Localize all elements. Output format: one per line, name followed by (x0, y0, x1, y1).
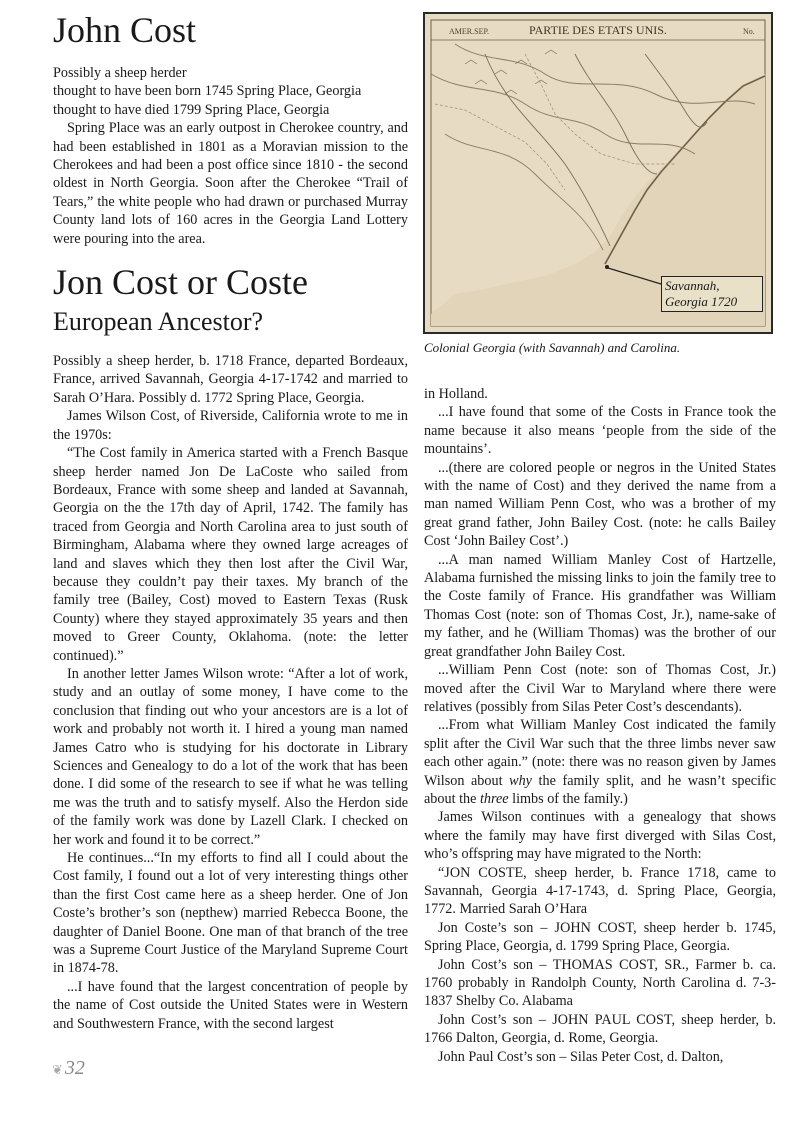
savannah-label-line1: Savannah, (665, 278, 720, 293)
bio-line: thought to have been born 1745 Spring Place, Georgia (53, 83, 362, 100)
body-paragraph: He continues...“In my efforts to find all I could about the Cost family, I found out a lot of very interesting things other than the first Cost came here as a sheep herder. One of Jon Coste’s brother’s son (nepthew) married Rebecca Boone, the daughter of Daniel Boone. One man of that branch of the tree was a Supreme Court Justice of the Maryland Supreme Court in 1874-78. (53, 850, 408, 977)
savannah-label-line2: Georgia 1720 (665, 294, 738, 309)
body-paragraph: “The Cost family in America started with a French Basque sheep herder named Jon De LaCoste who sailed from Bordeaux, France with some sheep and landed at Savannah, Georgia on the the 17th day of April, 1742. The family has traced from Georgia and North Carolina area to just south of Birmingham, Alabama where they owned large acreages of land and slaves which they then lost after the Civil War, because they couldn’t pay their taxes. My branch of the family tree (Bailey, Cost) moved to Eastern Texas (Rusk County) where they stayed approximately 35 years and then moved to Greer County, Oklahoma. (note: the letter continued).” (53, 445, 408, 664)
section-subheading: European Ancestor? (53, 307, 264, 337)
emphasis-three: three (479, 790, 509, 807)
page-number-value: 32 (64, 1057, 85, 1079)
genealogy-entry: Jon Coste’s son – JOHN COST, sheep herder b. 1745, Spring Place, Georgia, d. 1799 Spring Place, Georgia. (424, 919, 776, 955)
continued-text: in Holland. (424, 386, 488, 402)
map-header-title: PARTIE DES ETATS UNIS. (529, 23, 667, 37)
genealogy-entry: John Cost’s son – THOMAS COST, SR., Farmer b. ca. 1760 probably in Randolph County, North Carolina d. 7-3-1837 Shelby Co. Alabama (424, 956, 776, 1010)
emphasis-why: why (509, 772, 532, 789)
genealogy-entry: “JON COSTE, sheep herder, b. France 1718, came to Savannah, Georgia 4-17-1743, d. Spring Place, Georgia, 1772. Married Sarah O’Hara (424, 864, 776, 918)
right-column (424, 385, 776, 1066)
text-run: the family split, and he wasn’t specific about the (424, 772, 776, 807)
map-header-right: No. (743, 27, 755, 36)
spring-place-paragraph: Spring Place was an early outpost in Cherokee country, and had been established in 1801 as a Moravian mission to the Cherokees and had been a post office since 1810 - the second oldest in North Georgia. Soon after the Cherokee “Trail of Tears,” the white people who had drawn or purchased Murray County land lots of 160 acres in the Georgia Land Lottery were pouring into the area. (53, 120, 408, 247)
text-run: ...From what William Manley Cost indicated the family split after the Civil War such that the three limbs never saw each other again.” (note: there was no reason given by James Wilson about (424, 717, 776, 789)
body-paragraph: James Wilson continues with a genealogy that shows where the family may have first diverged with Silas Cost, who’s offspring may have migrated to the North: (424, 809, 776, 863)
left-column (53, 8, 408, 1033)
map-caption: Colonial Georgia (with Savannah) and Carolina. (424, 340, 681, 355)
body-paragraph: ...I have found that some of the Costs in France took the name because it also means ‘people from the side of the mountains’. (424, 404, 776, 458)
map-header-left: AMER.SEP. (449, 27, 490, 36)
body-paragraph (424, 716, 776, 808)
genealogy-entry: John Paul Cost’s son – Silas Peter Cost, d. Dalton, (438, 1048, 724, 1065)
ornament-icon: ❦ (52, 1062, 63, 1077)
body-paragraph: ...A man named William Manley Cost of Hartzelle, Alabama furnished the missing links to join the family tree to the Coste family of France. His grandfather was William Thomas Cost (note: son of Thomas Cost, Jr.), name-sake of my father, and he (William Thomas) was the brother of our great grandfather John Bailey Cost. (424, 551, 776, 660)
section-heading-john-cost: John Cost (53, 10, 197, 50)
body-paragraph: ...(there are colored people or negros in the United States with the name of Cost) and they derived the name from a man named William Penn Cost, who was a brother of my great grand father, John Bailey Cost. (note: he calls Bailey Cost ‘John Bailey Cost’.) (424, 459, 776, 550)
body-paragraph: ...I have found that the largest concentration of people by the name of Cost outside the United States were in Western and Southwestern France, with the second largest (53, 978, 408, 1032)
body-paragraph: James Wilson Cost, of Riverside, California wrote to me in the 1970s: (53, 408, 408, 443)
section-heading-jon-cost: Jon Cost or Coste (53, 262, 309, 303)
page-number (52, 1057, 85, 1080)
intro-paragraph: Possibly a sheep herder, b. 1718 France, departed Bordeaux, France, arrived Savannah, Georgia 4-17-1742 and married to Sarah O’Hara. Possibly d. 1772 Spring Place, Georgia. (53, 353, 408, 406)
body-paragraph: ...William Penn Cost (note: son of Thomas Cost, Jr.) moved after the Civil War to Maryland where there were relatives (possibly from Silas Peter Cost’s descendants). (424, 662, 776, 715)
colonial-map-image (423, 12, 773, 334)
bio-line: thought to have died 1799 Spring Place, Georgia (53, 101, 330, 118)
body-paragraph: In another letter James Wilson wrote: “After a lot of work, study and an outlay of some money, I have come to the conclusion that finding out who your ancestors are is a lot of work and probably not worth it. I hired a young man named James Catro who is studying for his doctorate in Library Sciences and Genealogy to do a lot of the work that has been done. I did some of the research to see if what he was telling me was the truth and to satisfy myself. Also the Herdon side of the family work was done by Lazell Clark. I checked on her work and found it to be correct.” (53, 665, 408, 848)
genealogy-entry: John Cost’s son – JOHN PAUL COST, sheep herder, b. 1766 Dalton, Georgia, d. Rome, Georgia. (424, 1011, 776, 1047)
text-run: limbs of the family.) (508, 790, 628, 807)
savannah-label (661, 276, 763, 312)
bio-line: Possibly a sheep herder (53, 65, 187, 81)
